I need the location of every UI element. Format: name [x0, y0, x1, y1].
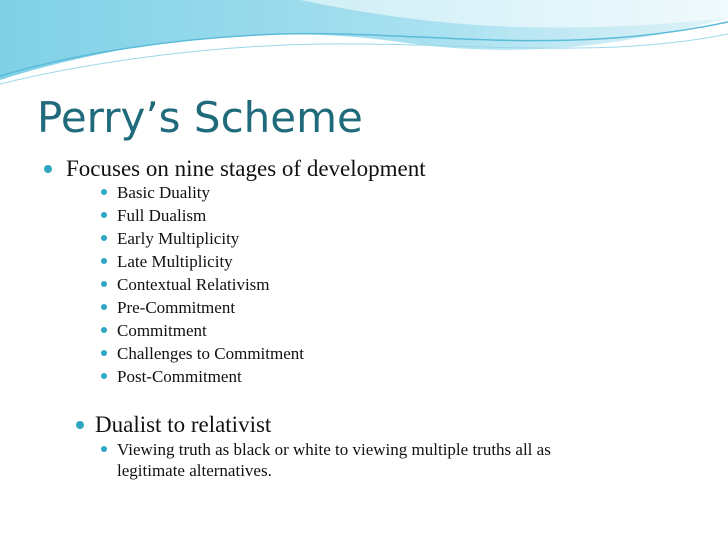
stage-item — [117, 250, 233, 273]
stage-item — [117, 365, 242, 388]
bullet-dot-icon — [101, 258, 107, 264]
stage-label: Challenges to Commitment — [117, 344, 304, 363]
stage-label: Late Multiplicity — [117, 252, 233, 271]
stage-item — [117, 342, 304, 365]
bullet-nine-stages — [66, 155, 426, 183]
bullet-text: Focuses on nine stages of development — [66, 156, 426, 181]
description-line: legitimate alternatives. — [117, 461, 272, 480]
description-line: Viewing truth as black or white to viewing multiple truths all as — [117, 440, 551, 459]
bullet-dot-icon — [101, 304, 107, 310]
stage-item — [117, 296, 235, 319]
bullet-dualist-relativist — [95, 411, 271, 439]
stage-item — [117, 319, 207, 342]
bullet-dot-icon — [101, 373, 107, 379]
stage-label: Full Dualism — [117, 206, 207, 225]
bullet-dot-icon — [101, 350, 107, 356]
bullet-dot-icon — [101, 327, 107, 333]
description-item — [117, 438, 551, 461]
bullet-dot-icon — [101, 281, 107, 287]
bullet-dot-icon — [101, 212, 107, 218]
stage-item — [117, 204, 206, 227]
bullet-text: Dualist to relativist — [95, 412, 272, 437]
description-continuation — [117, 459, 272, 482]
stage-item — [117, 227, 239, 250]
bullet-dot-icon — [101, 446, 107, 452]
stage-label: Pre-Commitment — [117, 298, 236, 317]
stage-label: Contextual Relativism — [117, 275, 270, 294]
slide-title: Perry’s Scheme — [37, 93, 363, 142]
stage-item — [117, 273, 270, 296]
bullet-dot-icon — [44, 165, 52, 173]
bullet-dot-icon — [76, 421, 84, 429]
bullet-dot-icon — [101, 235, 107, 241]
header-wave-decoration — [0, 0, 728, 90]
stage-label: Commitment — [117, 321, 207, 340]
stage-item — [117, 181, 210, 204]
stage-label: Early Multiplicity — [117, 229, 240, 248]
bullet-dot-icon — [101, 189, 107, 195]
stage-label: Post-Commitment — [117, 367, 242, 386]
stage-label: Basic Duality — [117, 183, 211, 202]
